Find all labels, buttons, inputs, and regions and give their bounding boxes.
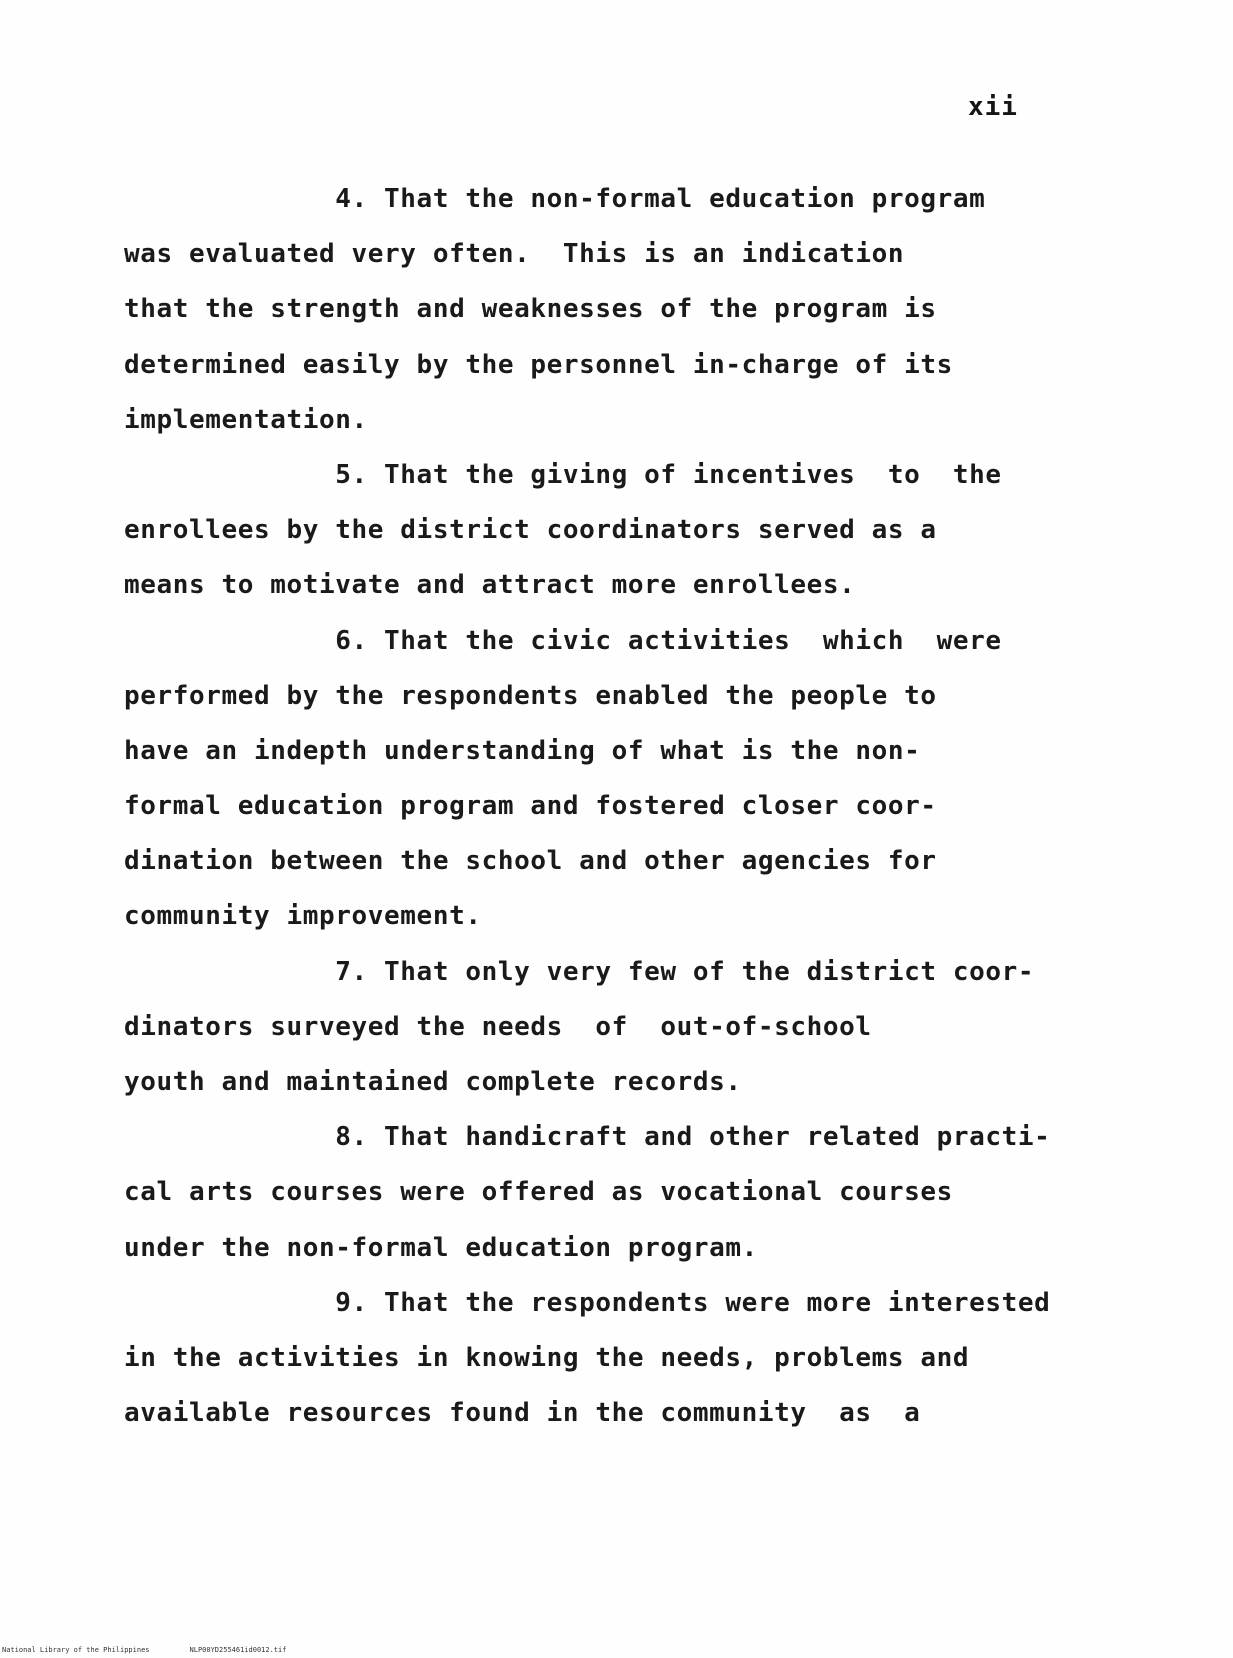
body-text (124, 172, 1051, 1441)
text-line: 6. That the civic activities which were (124, 625, 1002, 656)
footer-library: National Library of the Philippines (2, 1646, 150, 1654)
text-line: 9. That the respondents were more interested (124, 1287, 1051, 1318)
text-line: 4. That the non-formal education program (124, 184, 986, 214)
text-line: means to motivate and attract more enrollees. (124, 570, 856, 601)
text-line: formal education program and fostered closer coor- (124, 791, 937, 822)
scan-footer (2, 1646, 286, 1654)
text-line: community improvement. (124, 901, 482, 932)
text-line: that the strength and weaknesses of the program is (124, 294, 937, 325)
text-line: have an indepth understanding of what is the non- (124, 735, 921, 766)
text-line: 5. That the giving of incentives to the (124, 459, 1002, 490)
text-line: dination between the school and other agencies for (124, 846, 937, 877)
text-line: 8. That handicraft and other related practi- (124, 1122, 1051, 1153)
text-line: under the non-formal education program. (124, 1232, 758, 1263)
footer-file-id: NLP00YD255461id0012.tif (189, 1646, 287, 1654)
text-line: in the activities in knowing the needs, problems and (124, 1342, 970, 1373)
text-line: 7. That only very few of the district coor- (124, 956, 1035, 987)
text-line: implementation. (124, 404, 368, 435)
text-line: cal arts courses were offered as vocational courses (124, 1177, 953, 1208)
text-line: was evaluated very often. This is an indication (124, 239, 905, 270)
text-line: dinators surveyed the needs of out-of-school (124, 1011, 872, 1042)
text-line: determined easily by the personnel in-charge of its (124, 349, 953, 380)
text-line: available resources found in the community as a (124, 1398, 921, 1429)
text-line: youth and maintained complete records. (124, 1067, 742, 1097)
page-number: xii (968, 92, 1018, 122)
text-line: enrollees by the district coordinators served as a (124, 515, 937, 546)
text-line: performed by the respondents enabled the people to (124, 680, 937, 711)
